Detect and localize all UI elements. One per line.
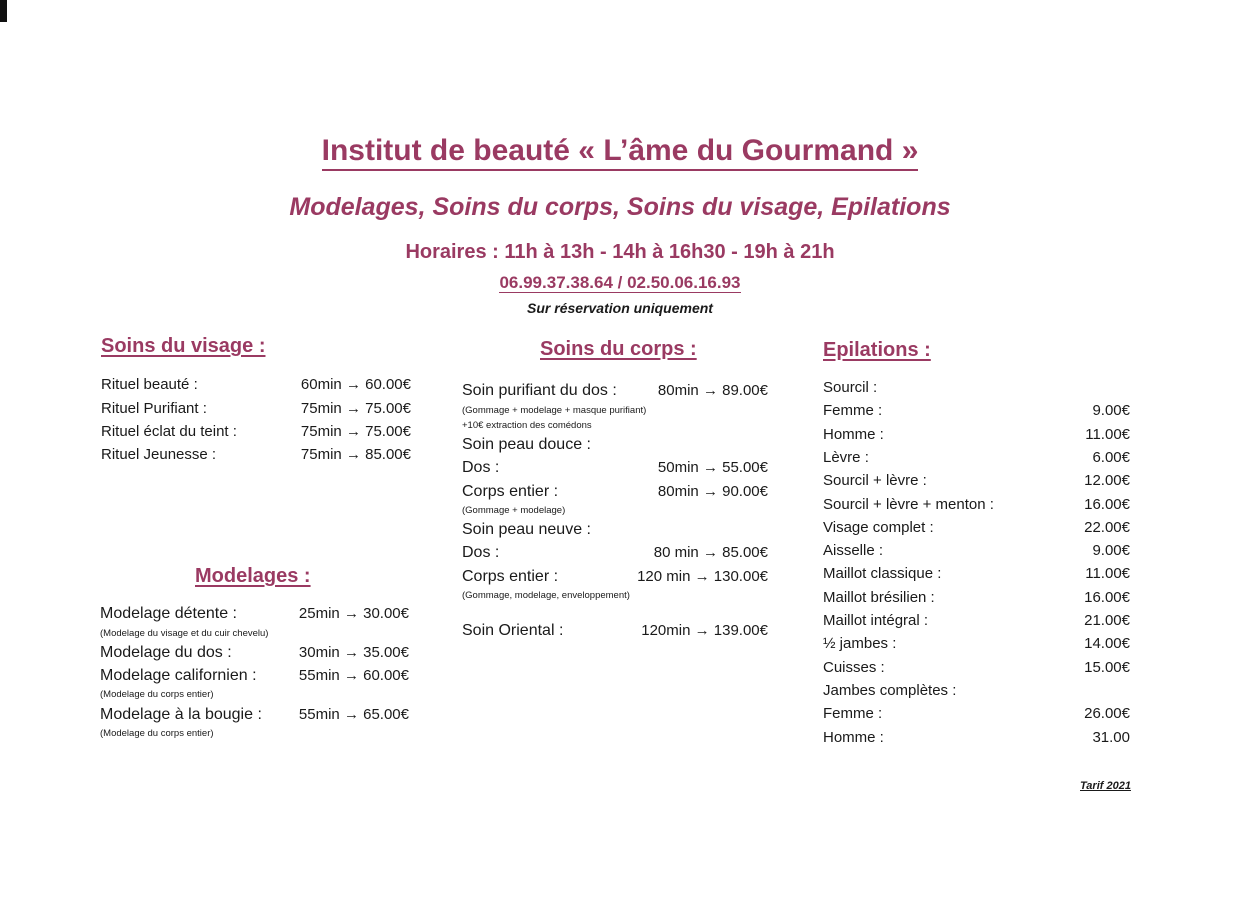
item-label: Femme :: [823, 705, 883, 723]
item-label: Maillot intégral :: [823, 612, 929, 629]
item-label: Sourcil + lèvre + menton :: [823, 495, 994, 513]
item-price: 9.00€: [1092, 402, 1130, 420]
reservation-note: Sur réservation uniquement: [527, 300, 713, 316]
item-note: +10€ extraction des comédons: [462, 420, 592, 431]
section-title-epilations: Epilations :: [823, 339, 931, 361]
item-label: Maillot brésilien :: [823, 588, 935, 606]
item-price: 15.00€: [1084, 658, 1130, 676]
item-label: Lèvre :: [823, 448, 869, 466]
item-price: 6.00€: [1092, 448, 1130, 466]
scan-mark: [0, 0, 7, 22]
item-label: Homme :: [823, 728, 884, 746]
phone-numbers: 06.99.37.38.64 / 02.50.06.16.93: [499, 273, 741, 292]
section-title-corps: Soins du corps :: [540, 338, 697, 360]
section-title-modelages: Modelages :: [195, 565, 311, 587]
item-label: Sourcil :: [823, 379, 878, 396]
item-price: 11.00€: [1085, 425, 1130, 443]
item-label: ½ jambes :: [823, 635, 897, 653]
item-label: Maillot classique :: [823, 565, 942, 583]
item-price: 12.00€: [1084, 472, 1130, 490]
item-price: 21.00€: [1084, 612, 1130, 629]
item-price: 22.00€: [1084, 518, 1130, 536]
item-note: (Modelage du corps entier): [100, 689, 214, 700]
item-price: 11.00€: [1085, 565, 1130, 583]
item-price: 16.00€: [1084, 588, 1130, 606]
item-price: 9.00€: [1092, 542, 1130, 560]
page-title: Institut de beauté « L’âme du Gourmand »: [0, 134, 1240, 168]
item-price: 16.00€: [1084, 495, 1130, 513]
item-note: (Gommage, modelage, enveloppement): [462, 590, 630, 601]
item-note: (Modelage du visage et du cuir chevelu): [100, 628, 269, 639]
item-label: Femme :: [823, 402, 883, 420]
opening-hours: Horaires : 11h à 13h - 14h à 16h30 - 19h à 21h: [405, 241, 835, 263]
item-price: 31.00: [1092, 728, 1130, 746]
item-label: Cuisses :: [823, 658, 885, 676]
item-label: Visage complet :: [823, 518, 934, 536]
item-price: 14.00€: [1084, 635, 1130, 653]
item-label: Jambes complètes :: [823, 681, 957, 699]
page-subtitle: Modelages, Soins du corps, Soins du visage, Epilations: [289, 193, 951, 221]
item-label: Sourcil + lèvre :: [823, 472, 927, 490]
item-note: (Gommage + modelage): [462, 505, 566, 516]
section-title-visage: Soins du visage :: [101, 335, 266, 357]
item-note: (Gommage + modelage + masque purifiant): [462, 405, 647, 416]
item-note: (Modelage du corps entier): [100, 728, 214, 739]
item-label: Aisselle :: [823, 542, 884, 560]
tarif-year: Tarif 2021: [1080, 780, 1131, 792]
item-price: 26.00€: [1084, 705, 1130, 723]
item-label: Homme :: [823, 425, 884, 443]
